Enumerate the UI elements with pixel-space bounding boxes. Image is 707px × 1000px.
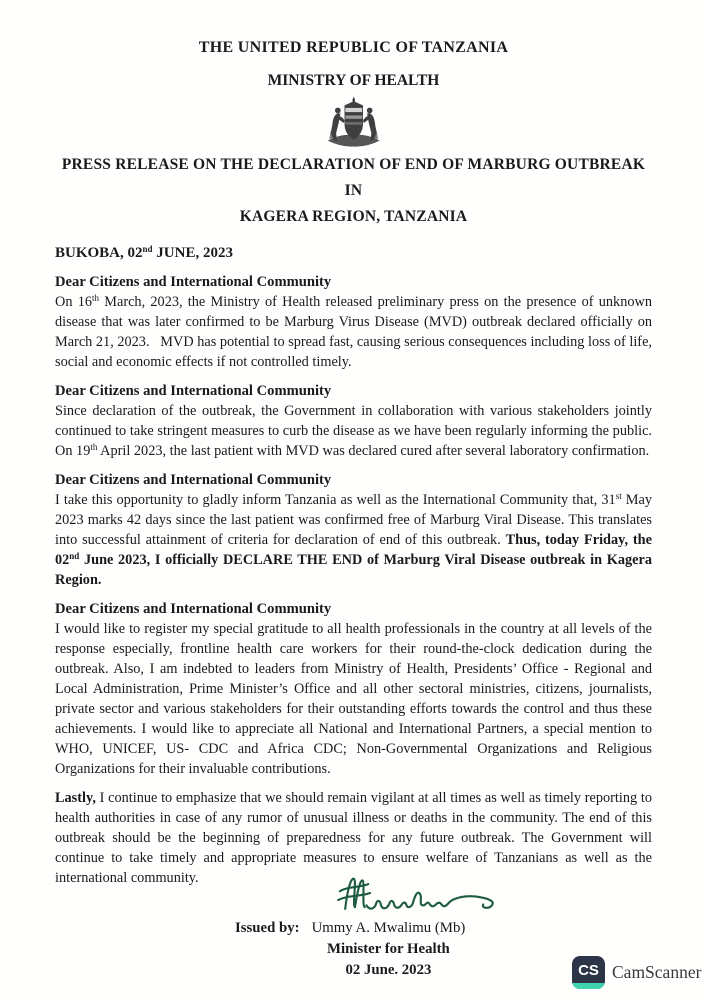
press-release-title-line1: PRESS RELEASE ON THE DECLARATION OF END OF MARBURG OUTBREAK IN xyxy=(61,156,646,199)
section-heading: Dear Citizens and International Community xyxy=(55,274,332,290)
signatory-name: Ummy A. Mwalimu (Mb) xyxy=(311,920,466,936)
dateline: BUKOBA, 02nd JUNE, 2023 xyxy=(55,244,233,261)
section-gratitude xyxy=(55,599,652,779)
signature-image xyxy=(327,870,512,916)
section-paragraph: I would like to register my special gratitude to all health professionals in the country at all levels of the response especially, frontline health care workers for their round-the-clock dedication during the outbreak. Also, I am indebted to leaders from Ministry of Health, Presidents’ Office - Regional and Local Administration, Prime Minister’s Office and all other sectoral ministries, citizens, journalists, private sector and various stakeholders for their outstanding efforts towards the control and thus these achievements. I would like to appreciate all National and International Partners, a special mention to WHO, UNICEF, US- CDC and Africa CDC; Non-Governmental Organizations and Religious Organizations for their invaluable contributions. xyxy=(55,621,652,777)
section-paragraph: I take this opportunity to gladly inform Tanzania as well as the International Community that, 31st May 2023 marks 42 days since the last patient was confirmed free of Marburg Viral Disease. This translates into successful attainment of criteria for declaration of end of this outbreak. Thus, today Friday, the 02nd June 2023, I officially DECLARE THE END of Marburg Viral Disease outbreak in Kagera Region. xyxy=(55,491,652,588)
camscanner-icon xyxy=(572,956,605,989)
ministry-title: MINISTRY OF HEALTH xyxy=(267,72,440,89)
section-heading: Dear Citizens and International Community xyxy=(55,472,332,488)
signature-date: 02 June. 2023 xyxy=(345,962,432,978)
section-heading: Dear Citizens and International Community xyxy=(55,383,332,399)
coat-of-arms-emblem xyxy=(55,97,652,149)
press-release-title xyxy=(55,152,652,230)
signatory-role: Minister for Health xyxy=(327,941,450,957)
section-government-measures xyxy=(55,381,652,461)
issued-by-label: Issued by: xyxy=(235,920,300,936)
closing-paragraph: Lastly, I continue to emphasize that we should remain vigilant at all times as well as timely reporting to health authorities in case of any rumor of unusual illness or deaths in the community. The end of this outbreak should be the beginning of preparedness for any future outbreak. The Government will continue to take timely and appropriate measures to ensure welfare of Tanzanians as well as the international community. xyxy=(55,790,652,886)
section-end-declaration xyxy=(55,470,652,590)
camscanner-label: CamScanner xyxy=(612,962,702,982)
signatory-details xyxy=(312,918,466,981)
section-heading: Dear Citizens and International Community xyxy=(55,601,332,617)
section-paragraph: On 16th March, 2023, the Ministry of Health released preliminary press on the presence of unknown disease that was later confirmed to be Marburg Virus Disease (MVD) outbreak declared officially on March 21, 2023. MVD has potential to spread fast, causing serious consequences including loss of life, social and economic effects if not controlled timely. xyxy=(55,293,652,370)
coat-of-arms-icon xyxy=(316,97,391,149)
section-paragraph: Since declaration of the outbreak, the Government in collaboration with various stakeholders jointly continued to take stringent measures to curb the disease as we have been regularly informing the public. On 19th April 2023, the last patient with MVD was declared cured after several laboratory confirmation. xyxy=(55,403,652,459)
country-title: THE UNITED REPUBLIC OF TANZANIA xyxy=(198,39,509,56)
camscanner-watermark xyxy=(572,956,701,989)
camscanner-icon-letters: CS xyxy=(578,962,599,979)
press-release-title-line2: KAGERA REGION, TANZANIA xyxy=(239,208,468,225)
section-outbreak-declaration xyxy=(55,272,652,372)
